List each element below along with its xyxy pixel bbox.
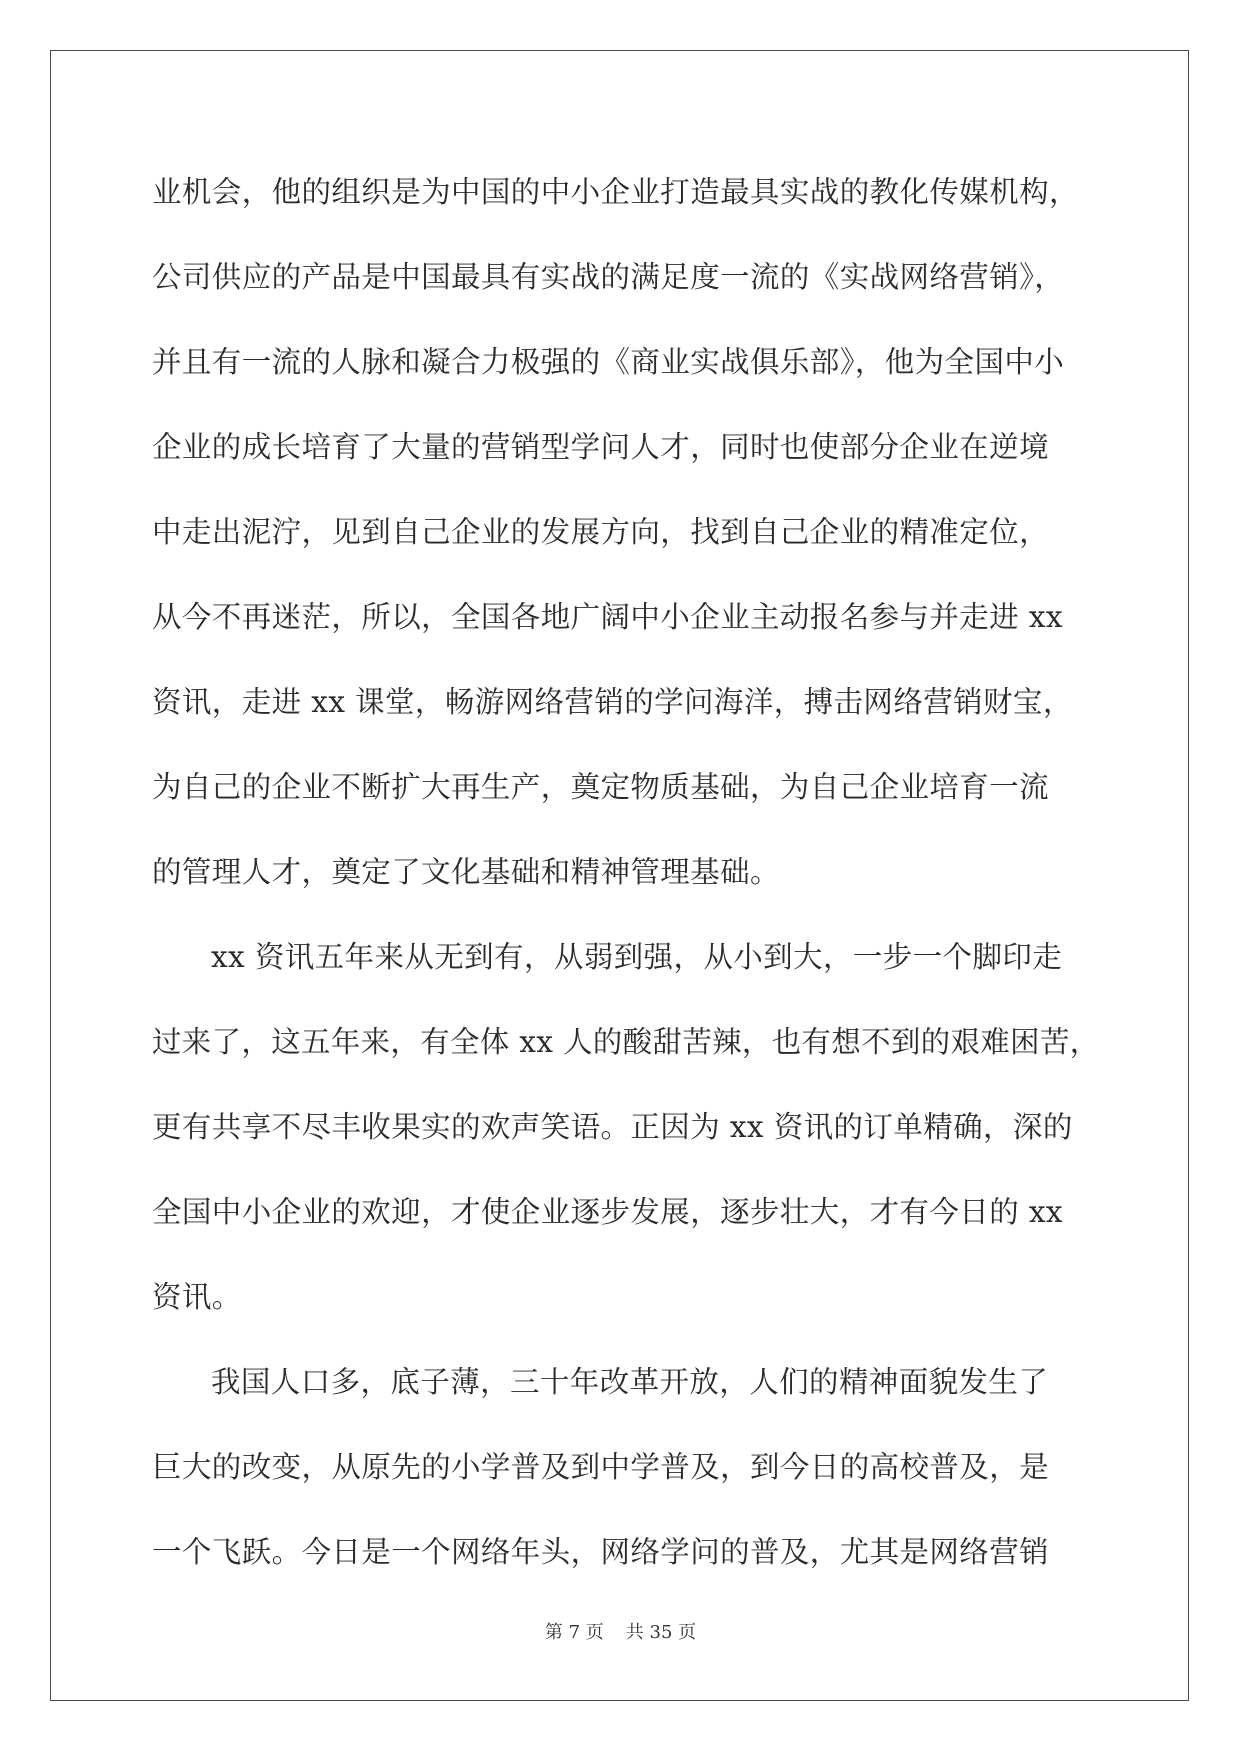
text-line-content: 一个飞跃。今日是一个网络年头，网络学问的普及，尤其是网络营销: [152, 1535, 1050, 1569]
text-line: [152, 670, 1100, 755]
text-line-content: 资讯。: [152, 1280, 242, 1314]
text-line: [152, 1520, 1100, 1605]
text-line: [152, 755, 1100, 840]
page-footer: [0, 1618, 1241, 1644]
text-line-content: 巨大的改变，从原先的小学普及到中学普及，到今日的高校普及，是: [152, 1450, 1050, 1484]
text-line: [152, 1435, 1100, 1520]
text-line-content: 为自己的企业不断扩大再生产，奠定物质基础，为自己企业培育一流: [152, 770, 1050, 804]
text-line-content: xx 资讯五年来从无到有，从弱到强，从小到大，一步一个脚印走: [211, 940, 1063, 974]
text-line-content: 我国人口多，底子薄，三十年改革开放，人们的精神面貌发生了: [211, 1365, 1049, 1399]
text-line: [152, 1180, 1100, 1265]
text-line-content: 中走出泥泞，见到自己企业的发展方向，找到自己企业的精准定位，: [152, 515, 1050, 549]
text-line: [152, 585, 1100, 670]
text-line-content: 并且有一流的人脉和凝合力极强的《商业实战俱乐部》，他为全国中小: [152, 345, 1065, 379]
text-line: [152, 1010, 1100, 1095]
text-line-content: 全国中小企业的欢迎，才使企业逐步发展，逐步壮大，才有今日的 xx: [152, 1195, 1063, 1229]
text-line-content: 企业的成长培育了大量的营销型学问人才，同时也使部分企业在逆境: [152, 430, 1050, 464]
text-line-content: 业机会，他的组织是为中国的中小企业打造最具实战的教化传媒机构，: [152, 175, 1079, 209]
text-line-content: 更有共享不尽丰收果实的欢声笑语。正因为 xx 资讯的订单精确，深的: [152, 1110, 1073, 1144]
text-line-content: 从今不再迷茫，所以，全国各地广阔中小企业主动报名参与并走进 xx: [152, 600, 1063, 634]
text-line: [152, 160, 1100, 245]
text-line: [152, 1350, 1100, 1435]
text-line-content: 过来了，这五年来，有全体 xx 人的酸甜苦辣，也有想不到的艰难困苦，: [152, 1025, 1100, 1059]
text-line: [152, 330, 1100, 415]
text-line: [152, 245, 1100, 330]
text-line: [152, 925, 1100, 1010]
text-line: [152, 500, 1100, 585]
text-line: [152, 840, 1100, 925]
document-body: [152, 160, 1100, 1605]
text-line: [152, 1095, 1100, 1180]
text-line-content: 资讯，走进 xx 课堂，畅游网络营销的学问海洋，搏击网络营销财宝，: [152, 685, 1073, 719]
text-line: [152, 415, 1100, 500]
page-number: 第 7 页: [544, 1622, 604, 1643]
text-line: [152, 1265, 1100, 1350]
text-line-content: 的管理人才，奠定了文化基础和精神管理基础。: [152, 855, 780, 889]
page-total: 共 35 页: [625, 1622, 697, 1643]
text-line-content: 公司供应的产品是中国最具有实战的满足度一流的《实战网络营销》，: [152, 260, 1065, 294]
